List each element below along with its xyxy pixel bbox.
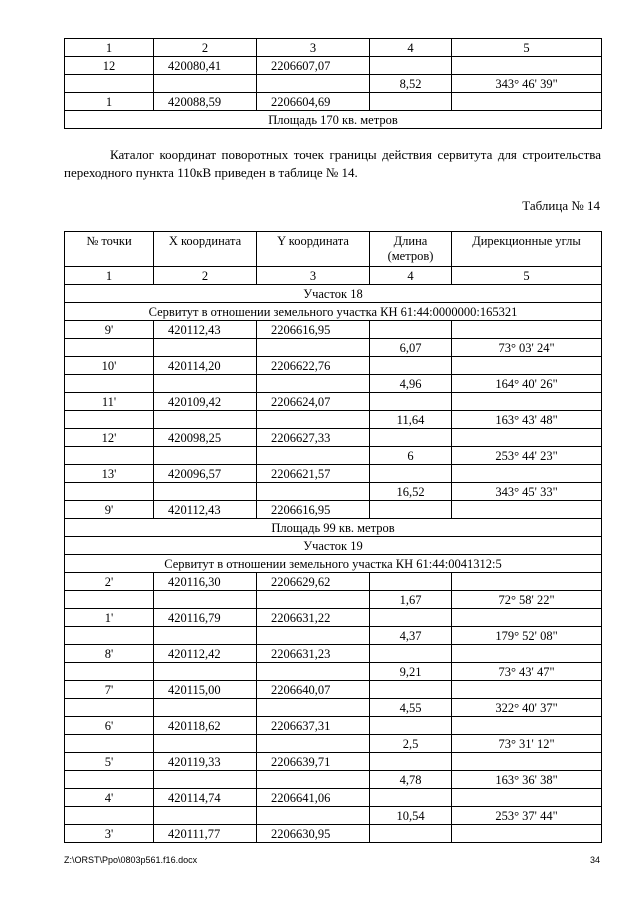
- section-title-row-text: Участок 18: [65, 285, 602, 303]
- empty-cell: [257, 339, 370, 357]
- direction-angle: 73° 03' 24": [452, 339, 602, 357]
- empty-cell: [452, 825, 602, 843]
- coordinates-table-14: [64, 231, 602, 843]
- point-row: [65, 357, 602, 375]
- y-coordinate: 2206624,07: [257, 393, 370, 411]
- x-coordinate: 420115,00: [154, 681, 257, 699]
- empty-cell: [452, 429, 602, 447]
- empty-cell: [65, 591, 154, 609]
- point-number: 1': [65, 609, 154, 627]
- column-number: 1: [65, 39, 154, 57]
- empty-cell: [257, 447, 370, 465]
- point-number: 13': [65, 465, 154, 483]
- empty-cell: [452, 393, 602, 411]
- catalog-paragraph: [64, 146, 601, 182]
- empty-cell: [370, 57, 452, 75]
- point-row: [65, 393, 602, 411]
- empty-cell: [154, 771, 257, 789]
- point-number: 9': [65, 501, 154, 519]
- column-header: Y координата: [257, 232, 370, 267]
- section-title-row-text: Участок 19: [65, 537, 602, 555]
- point-number: 2': [65, 573, 154, 591]
- y-coordinate: 2206622,76: [257, 357, 370, 375]
- direction-angle: 179° 52' 08": [452, 627, 602, 645]
- empty-cell: [452, 357, 602, 375]
- empty-cell: [370, 321, 452, 339]
- x-coordinate: 420098,25: [154, 429, 257, 447]
- point-row: [65, 573, 602, 591]
- point-number: 4': [65, 789, 154, 807]
- empty-cell: [370, 789, 452, 807]
- y-coordinate: 2206604,69: [257, 93, 370, 111]
- empty-cell: [65, 375, 154, 393]
- empty-cell: [65, 75, 154, 93]
- empty-cell: [154, 807, 257, 825]
- segment-length: 4,55: [370, 699, 452, 717]
- column-number: 5: [452, 267, 602, 285]
- paragraph-text: Каталог координат поворотных точек границы действия сервитута для строительства переходного пункта 110кВ приведен в таблице № 14.: [64, 147, 601, 180]
- empty-cell: [370, 357, 452, 375]
- empty-cell: [65, 735, 154, 753]
- empty-cell: [257, 735, 370, 753]
- segment-row: [65, 699, 602, 717]
- empty-cell: [154, 411, 257, 429]
- y-coordinate: 2206640,07: [257, 681, 370, 699]
- table13-body: [65, 39, 602, 129]
- point-number: 8': [65, 645, 154, 663]
- direction-angle: 343° 45' 33": [452, 483, 602, 501]
- point-number: 6': [65, 717, 154, 735]
- direction-angle: 163° 36' 38": [452, 771, 602, 789]
- empty-cell: [370, 93, 452, 111]
- x-coordinate: 420096,57: [154, 465, 257, 483]
- point-row: [65, 429, 602, 447]
- segment-row: [65, 375, 602, 393]
- empty-cell: [257, 807, 370, 825]
- y-coordinate: 2206631,22: [257, 609, 370, 627]
- segment-length: 16,52: [370, 483, 452, 501]
- x-coordinate: 420119,33: [154, 753, 257, 771]
- area-row: [65, 111, 602, 129]
- empty-cell: [257, 375, 370, 393]
- x-coordinate: 420088,59: [154, 93, 257, 111]
- x-coordinate: 420114,74: [154, 789, 257, 807]
- empty-cell: [452, 645, 602, 663]
- segment-length: 11,64: [370, 411, 452, 429]
- point-number: 5': [65, 753, 154, 771]
- empty-cell: [154, 483, 257, 501]
- empty-cell: [65, 663, 154, 681]
- segment-length: 4,96: [370, 375, 452, 393]
- y-coordinate: 2206639,71: [257, 753, 370, 771]
- column-numbers-row: [65, 39, 602, 57]
- x-coordinate: 420080,41: [154, 57, 257, 75]
- section-title-row: [65, 285, 602, 303]
- segment-row: [65, 339, 602, 357]
- segment-row: [65, 663, 602, 681]
- direction-angle: 164° 40' 26": [452, 375, 602, 393]
- column-number: 5: [452, 39, 602, 57]
- segment-row: [65, 483, 602, 501]
- segment-row: [65, 591, 602, 609]
- point-number: 10': [65, 357, 154, 375]
- servitude-row-text: Сервитут в отношении земельного участка КН 61:44:0000000:165321: [65, 303, 602, 321]
- empty-cell: [257, 591, 370, 609]
- column-number: 2: [154, 267, 257, 285]
- y-coordinate: 2206637,31: [257, 717, 370, 735]
- empty-cell: [452, 753, 602, 771]
- column-number: 4: [370, 39, 452, 57]
- empty-cell: [452, 93, 602, 111]
- empty-cell: [154, 75, 257, 93]
- column-header: Длина (метров): [370, 232, 452, 267]
- column-number: 3: [257, 267, 370, 285]
- segment-length: 9,21: [370, 663, 452, 681]
- point-row: [65, 321, 602, 339]
- x-coordinate: 420112,43: [154, 501, 257, 519]
- segment-length: 4,37: [370, 627, 452, 645]
- segment-row: [65, 627, 602, 645]
- empty-cell: [257, 663, 370, 681]
- y-coordinate: 2206631,23: [257, 645, 370, 663]
- point-row: [65, 789, 602, 807]
- segment-length: 6: [370, 447, 452, 465]
- table-caption: Таблица № 14: [522, 198, 600, 213]
- empty-cell: [257, 771, 370, 789]
- empty-cell: [370, 825, 452, 843]
- point-row: [65, 717, 602, 735]
- column-number: 2: [154, 39, 257, 57]
- column-number: 3: [257, 39, 370, 57]
- empty-cell: [257, 75, 370, 93]
- direction-angle: 253° 37' 44": [452, 807, 602, 825]
- y-coordinate: 2206607,07: [257, 57, 370, 75]
- x-coordinate: 420118,62: [154, 717, 257, 735]
- empty-cell: [65, 699, 154, 717]
- empty-cell: [65, 483, 154, 501]
- area-row: [65, 519, 602, 537]
- column-header: № точки: [65, 232, 154, 267]
- segment-row: [65, 807, 602, 825]
- empty-cell: [65, 447, 154, 465]
- empty-cell: [257, 699, 370, 717]
- empty-cell: [370, 393, 452, 411]
- y-coordinate: 2206616,95: [257, 321, 370, 339]
- point-number: 12: [65, 57, 154, 75]
- area-row-text: Площадь 170 кв. метров: [65, 111, 602, 129]
- direction-angle: 322° 40' 37": [452, 699, 602, 717]
- point-row: [65, 753, 602, 771]
- empty-cell: [370, 573, 452, 591]
- empty-cell: [452, 321, 602, 339]
- point-number: 3': [65, 825, 154, 843]
- segment-row: [65, 771, 602, 789]
- empty-cell: [154, 447, 257, 465]
- point-number: 11': [65, 393, 154, 411]
- empty-cell: [370, 681, 452, 699]
- point-number: 12': [65, 429, 154, 447]
- segment-row: [65, 411, 602, 429]
- direction-angle: 73° 43' 47": [452, 663, 602, 681]
- segment-length: 8,52: [370, 75, 452, 93]
- segment-length: 10,54: [370, 807, 452, 825]
- footer-file-path: Z:\ORST\Ppo\0803p561.f16.docx: [64, 855, 198, 865]
- empty-cell: [370, 429, 452, 447]
- empty-cell: [154, 627, 257, 645]
- empty-cell: [154, 699, 257, 717]
- empty-cell: [65, 411, 154, 429]
- empty-cell: [65, 627, 154, 645]
- direction-angle: 73° 31' 12": [452, 735, 602, 753]
- point-number: 7': [65, 681, 154, 699]
- x-coordinate: 420109,42: [154, 393, 257, 411]
- empty-cell: [154, 375, 257, 393]
- empty-cell: [370, 501, 452, 519]
- empty-cell: [370, 645, 452, 663]
- empty-cell: [370, 609, 452, 627]
- section-title-row: [65, 537, 602, 555]
- x-coordinate: 420116,30: [154, 573, 257, 591]
- empty-cell: [452, 501, 602, 519]
- page-number: 34: [589, 855, 600, 865]
- segment-length: 1,67: [370, 591, 452, 609]
- servitude-row: [65, 303, 602, 321]
- segment-length: 2,5: [370, 735, 452, 753]
- column-number: 4: [370, 267, 452, 285]
- segment-row: [65, 735, 602, 753]
- y-coordinate: 2206630,95: [257, 825, 370, 843]
- segment-row: [65, 75, 602, 93]
- empty-cell: [452, 717, 602, 735]
- empty-cell: [370, 717, 452, 735]
- point-row: [65, 609, 602, 627]
- table14-body: [65, 232, 602, 843]
- servitude-row: [65, 555, 602, 573]
- x-coordinate: 420111,77: [154, 825, 257, 843]
- area-row-text: Площадь 99 кв. метров: [65, 519, 602, 537]
- point-row: [65, 57, 602, 75]
- coordinates-table-13-tail: [64, 38, 602, 129]
- y-coordinate: 2206627,33: [257, 429, 370, 447]
- empty-cell: [65, 771, 154, 789]
- point-row: [65, 501, 602, 519]
- empty-cell: [257, 411, 370, 429]
- empty-cell: [452, 681, 602, 699]
- empty-cell: [257, 627, 370, 645]
- direction-angle: 343° 46' 39": [452, 75, 602, 93]
- column-numbers-row: [65, 267, 602, 285]
- segment-length: 4,78: [370, 771, 452, 789]
- empty-cell: [370, 753, 452, 771]
- point-row: [65, 681, 602, 699]
- empty-cell: [370, 465, 452, 483]
- empty-cell: [452, 465, 602, 483]
- x-coordinate: 420112,43: [154, 321, 257, 339]
- column-header: X координата: [154, 232, 257, 267]
- segment-length: 6,07: [370, 339, 452, 357]
- column-number: 1: [65, 267, 154, 285]
- y-coordinate: 2206641,06: [257, 789, 370, 807]
- x-coordinate: 420116,79: [154, 609, 257, 627]
- point-row: [65, 645, 602, 663]
- direction-angle: 253° 44' 23": [452, 447, 602, 465]
- x-coordinate: 420114,20: [154, 357, 257, 375]
- empty-cell: [154, 591, 257, 609]
- point-number: 1: [65, 93, 154, 111]
- empty-cell: [452, 57, 602, 75]
- servitude-row-text: Сервитут в отношении земельного участка КН 61:44:0041312:5: [65, 555, 602, 573]
- empty-cell: [452, 609, 602, 627]
- empty-cell: [154, 735, 257, 753]
- direction-angle: 163° 43' 48": [452, 411, 602, 429]
- empty-cell: [452, 789, 602, 807]
- point-number: 9': [65, 321, 154, 339]
- table-header-row: [65, 232, 602, 267]
- direction-angle: 72° 58' 22": [452, 591, 602, 609]
- point-row: [65, 93, 602, 111]
- y-coordinate: 2206629,62: [257, 573, 370, 591]
- empty-cell: [154, 663, 257, 681]
- empty-cell: [65, 339, 154, 357]
- empty-cell: [65, 807, 154, 825]
- y-coordinate: 2206621,57: [257, 465, 370, 483]
- x-coordinate: 420112,42: [154, 645, 257, 663]
- empty-cell: [452, 573, 602, 591]
- point-row: [65, 465, 602, 483]
- segment-row: [65, 447, 602, 465]
- empty-cell: [154, 339, 257, 357]
- y-coordinate: 2206616,95: [257, 501, 370, 519]
- column-header: Дирекционные углы: [452, 232, 602, 267]
- point-row: [65, 825, 602, 843]
- empty-cell: [257, 483, 370, 501]
